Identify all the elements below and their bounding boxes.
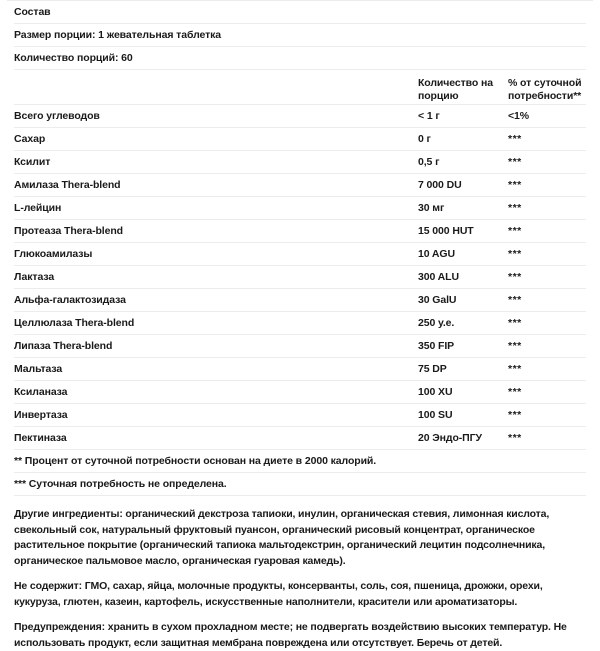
table-body (0, 105, 600, 450)
nutrient-name: Пектиназа (14, 432, 67, 444)
nutrient-amount: 20 Эндо-ПГУ (418, 432, 482, 444)
table-row (0, 197, 600, 219)
other-ingredients-paragraph: Другие ингредиенты: органический декстроза тапиоки, инулин, органическая стевия, лимонная кислота, свекольный сок, натуральный фруктовый пуансон, органический рисовый концентрат, органическое растительное покрытие (органический тапиока мальтодекстрин, органический лецитин подсолнечника, органическое пальмовое масло, органическая гуаровая камедь). (14, 508, 550, 567)
nutrient-name: Ксиланаза (14, 386, 68, 398)
table-row (0, 243, 600, 265)
nutrient-daily-value: *** (508, 225, 522, 237)
nutrient-name: Лактаза (14, 271, 55, 283)
table-row (0, 128, 600, 150)
nutrient-name: Всего углеводов (14, 110, 100, 122)
table-row (0, 105, 600, 127)
nutrient-daily-value: *** (508, 294, 522, 306)
footnote-text: ** Процент от суточной потребности основан на диете в 2000 калорий. (14, 454, 377, 467)
panel-title-row (0, 1, 600, 23)
nutrient-amount: 100 XU (418, 386, 453, 398)
warnings-paragraph: Предупреждения: хранить в сухом прохладном месте; не подвергать воздействию высоких температур. Не использовать продукт, если защитная мембрана повреждена или отсутствует. Беречь от детей. (14, 621, 567, 649)
table-header-row (0, 70, 600, 104)
nutrient-amount: 0 г (418, 133, 431, 145)
nutrient-daily-value: *** (508, 363, 522, 375)
column-header-amount: Количество на порцию (418, 77, 493, 102)
column-header-daily-value: % от суточной потребности** (508, 77, 582, 102)
nutrient-daily-value: *** (508, 409, 522, 421)
nutrient-daily-value: *** (508, 202, 522, 214)
servings-per-container-label: Количество порций: 60 (14, 51, 133, 64)
table-row (0, 358, 600, 380)
nutrient-amount: 0,5 г (418, 156, 440, 168)
nutrient-amount: 350 FIP (418, 340, 455, 352)
nutrient-amount: 300 ALU (418, 271, 459, 283)
servings-per-container-row (0, 47, 600, 69)
free-from-paragraph: Не содержит: ГМО, сахар, яйца, молочные продукты, консерванты, соль, соя, пшеница, дрожжи, орехи, кукуруза, глютен, казеин, картофель, искусственные наполнители, красители или ароматизаторы. (14, 580, 543, 608)
table-row (0, 335, 600, 357)
nutrient-daily-value: *** (508, 340, 522, 352)
nutrient-name: Целлюлаза Thera-blend (14, 317, 135, 329)
serving-size-label: Размер порции: 1 жевательная таблетка (14, 28, 222, 41)
table-row (0, 427, 600, 449)
nutrient-name: Глюкоамилазы (14, 248, 93, 260)
nutrient-amount: 100 SU (418, 409, 453, 421)
table-row (0, 289, 600, 311)
table-row (0, 404, 600, 426)
nutrient-daily-value: *** (508, 133, 522, 145)
nutrition-table (0, 70, 600, 450)
table-row (0, 266, 600, 288)
nutrient-name: Сахар (14, 133, 46, 145)
footnote-row (0, 473, 600, 495)
nutrient-daily-value: *** (508, 271, 522, 283)
table-row (0, 151, 600, 173)
nutrient-name: Амилаза Thera-blend (14, 179, 121, 191)
table-row (0, 174, 600, 196)
nutrient-amount: 30 GalU (418, 294, 457, 306)
table-row (0, 220, 600, 242)
page-title: Состав (14, 5, 51, 18)
nutrient-amount: 7 000 DU (418, 179, 462, 191)
nutrient-daily-value: *** (508, 317, 522, 329)
nutrient-daily-value: *** (508, 156, 522, 168)
nutrient-name: Протеаза Thera-blend (14, 225, 123, 237)
nutrient-name: Липаза Thera-blend (14, 340, 113, 352)
nutrient-daily-value: *** (508, 248, 522, 260)
nutrient-name: Инвертаза (14, 409, 68, 421)
nutrient-daily-value: *** (508, 386, 522, 398)
nutrient-name: Мальтаза (14, 363, 63, 375)
nutrient-name: Альфа-галактозидаза (14, 294, 126, 306)
nutrient-daily-value: <1% (508, 110, 530, 122)
footnotes (0, 450, 600, 496)
nutrient-name: L-лейцин (14, 202, 62, 214)
nutrient-amount: 15 000 HUT (418, 225, 474, 237)
nutrient-amount: 10 AGU (418, 248, 455, 260)
nutrient-daily-value: *** (508, 432, 522, 444)
nutrient-name: Ксилит (14, 156, 51, 168)
nutrient-amount: 75 DP (418, 363, 447, 375)
nutrient-amount: 30 мг (418, 202, 445, 214)
nutrient-amount: < 1 г (418, 110, 440, 122)
table-row (0, 312, 600, 334)
serving-size-row (0, 24, 600, 46)
table-row (0, 381, 600, 403)
footnote-text: *** Суточная потребность не определена. (14, 477, 227, 490)
nutrient-daily-value: *** (508, 179, 522, 191)
nutrient-amount: 250 у.е. (418, 317, 455, 329)
footnote-row (0, 450, 600, 472)
